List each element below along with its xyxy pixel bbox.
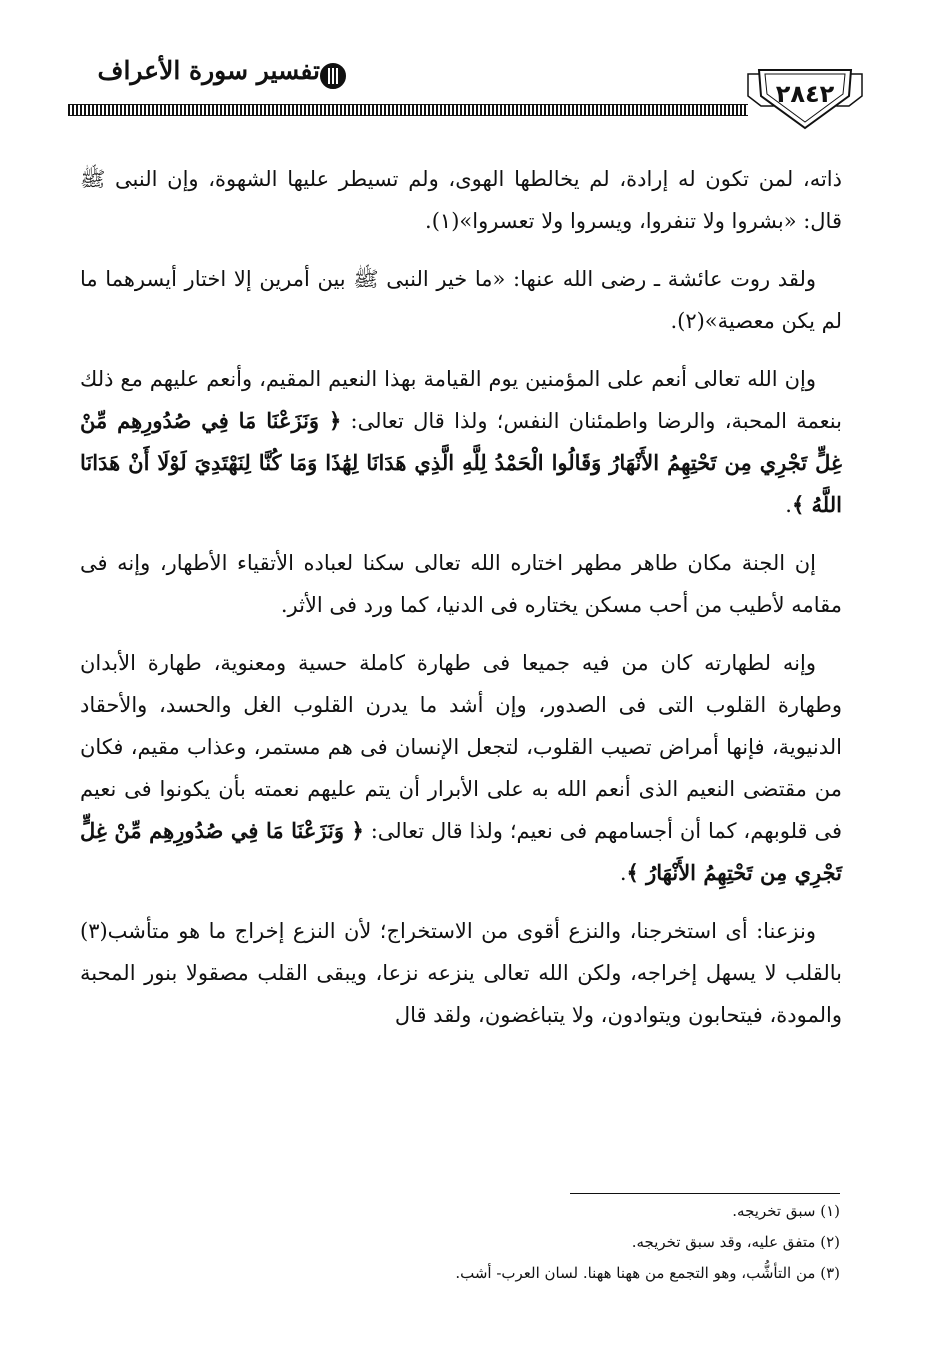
body-text <box>80 158 842 1052</box>
footnote-rule <box>570 1193 840 1194</box>
footnote: (٣) من التأشُّب، وهو التجمع من ههنا ههنا. لسان العرب- أشب. <box>455 1264 840 1282</box>
footnote: (١) سبق تخريجه. <box>732 1202 840 1220</box>
footnote: (٢) متفق عليه، وقد سبق تخريجه. <box>631 1233 840 1251</box>
paragraph <box>80 158 842 242</box>
paragraph <box>80 358 842 526</box>
text-segment: . <box>785 493 792 517</box>
text-segment: . <box>619 861 627 885</box>
quran-verse: ﴿ وَنَزَعْنَا مَا فِي صُدُورِهِم مِّنْ غِلٍّ تَجْرِي مِن تَحْتِهِمُ الأَنْهَارُ ﴾ <box>80 818 842 885</box>
page-number-badge <box>745 66 865 136</box>
text-segment: ذاته، لمن تكون له إرادة، لم يخالطها الهوى، ولم تسيطر عليها الشهوة، وإن النبى ﷺ قال: «بشروا ولا تنفروا، ويسروا ولا تعسروا»(١). <box>80 167 842 233</box>
quran-verse: ﴿ وَنَزَعْنَا مَا فِي صُدُورِهِم مِّنْ غِلٍّ تَجْرِي مِن تَحْتِهِمُ الأَنْهَارُ وَقَالُوا الْحَمْدُ لِلَّهِ الَّذِي هَدَانَا لِهَٰذَا وَمَا كُنَّا لِنَهْتَدِيَ لَوْلَا أَنْ هَدَانَا اللَّهُ ﴾ <box>80 408 842 517</box>
text-segment: إن الجنة مكان طاهر مطهر اختاره الله تعالى سكنا لعباده الأتقياء الأطهار، وإنه فى مقامه لأطيب من أحب مسكن يختاره فى الدنيا، كما ورد فى الأثر. <box>80 551 842 617</box>
paragraph <box>80 910 842 1036</box>
text-segment: ونزعنا: أى استخرجنا، والنزع أقوى من الاستخراج؛ لأن النزع إخراج ما هو متأشب(٣) بالقلب لا يسهل إخراجه، ولكن الله تعالى ينزعه نزعا، ويبقى القلب مصقولا بنور المحبة والمودة، فيتحابون ويتوادون، ولا يتباغضون، ولقد قال <box>80 919 842 1027</box>
text-segment: وإنه لطهارته كان من فيه جميعا فى طهارة كاملة حسية ومعنوية، طهارة الأبدان وطهارة القلوب التى فى الصدور، وإن أشد ما يدرن القلوب الغل والحسد، والأحقاد الدنيوية، فإنها أمراض تصيب القلوب، لتجعل الإنسان فى هم مستمر، وعذاب مقيم، فكان من مقتضى النعيم الذى أنعم الله به على الأبرار أن يتم عليهم نعمته بأن يكونوا فى نعيم فى قلوبهم، كما أن أجسامهم فى نعيم؛ ولذا قال تعالى: <box>80 651 842 843</box>
paragraph <box>80 258 842 342</box>
footnotes <box>360 1196 840 1289</box>
paragraph <box>80 642 842 894</box>
ornament-icon <box>320 63 346 89</box>
page-number: ٢٨٤٢ <box>775 80 835 108</box>
text-segment: وإن الله تعالى أنعم على المؤمنين يوم القيامة بهذا النعيم المقيم، وأنعم عليهم مع ذلك بنعمة المحبة، والرضا واطمئنان النفس؛ ولذا قال تعالى: <box>80 367 842 433</box>
running-title: تفسير سورة الأعراف <box>97 56 320 85</box>
page-header <box>0 0 925 150</box>
header-rule <box>68 104 748 116</box>
text-segment: ولقد روت عائشة ـ رضى الله عنها: «ما خير النبى ﷺ بين أمرين إلا اختار أيسرهما ما لم يكن معصية»(٢). <box>80 267 842 333</box>
paragraph <box>80 542 842 626</box>
